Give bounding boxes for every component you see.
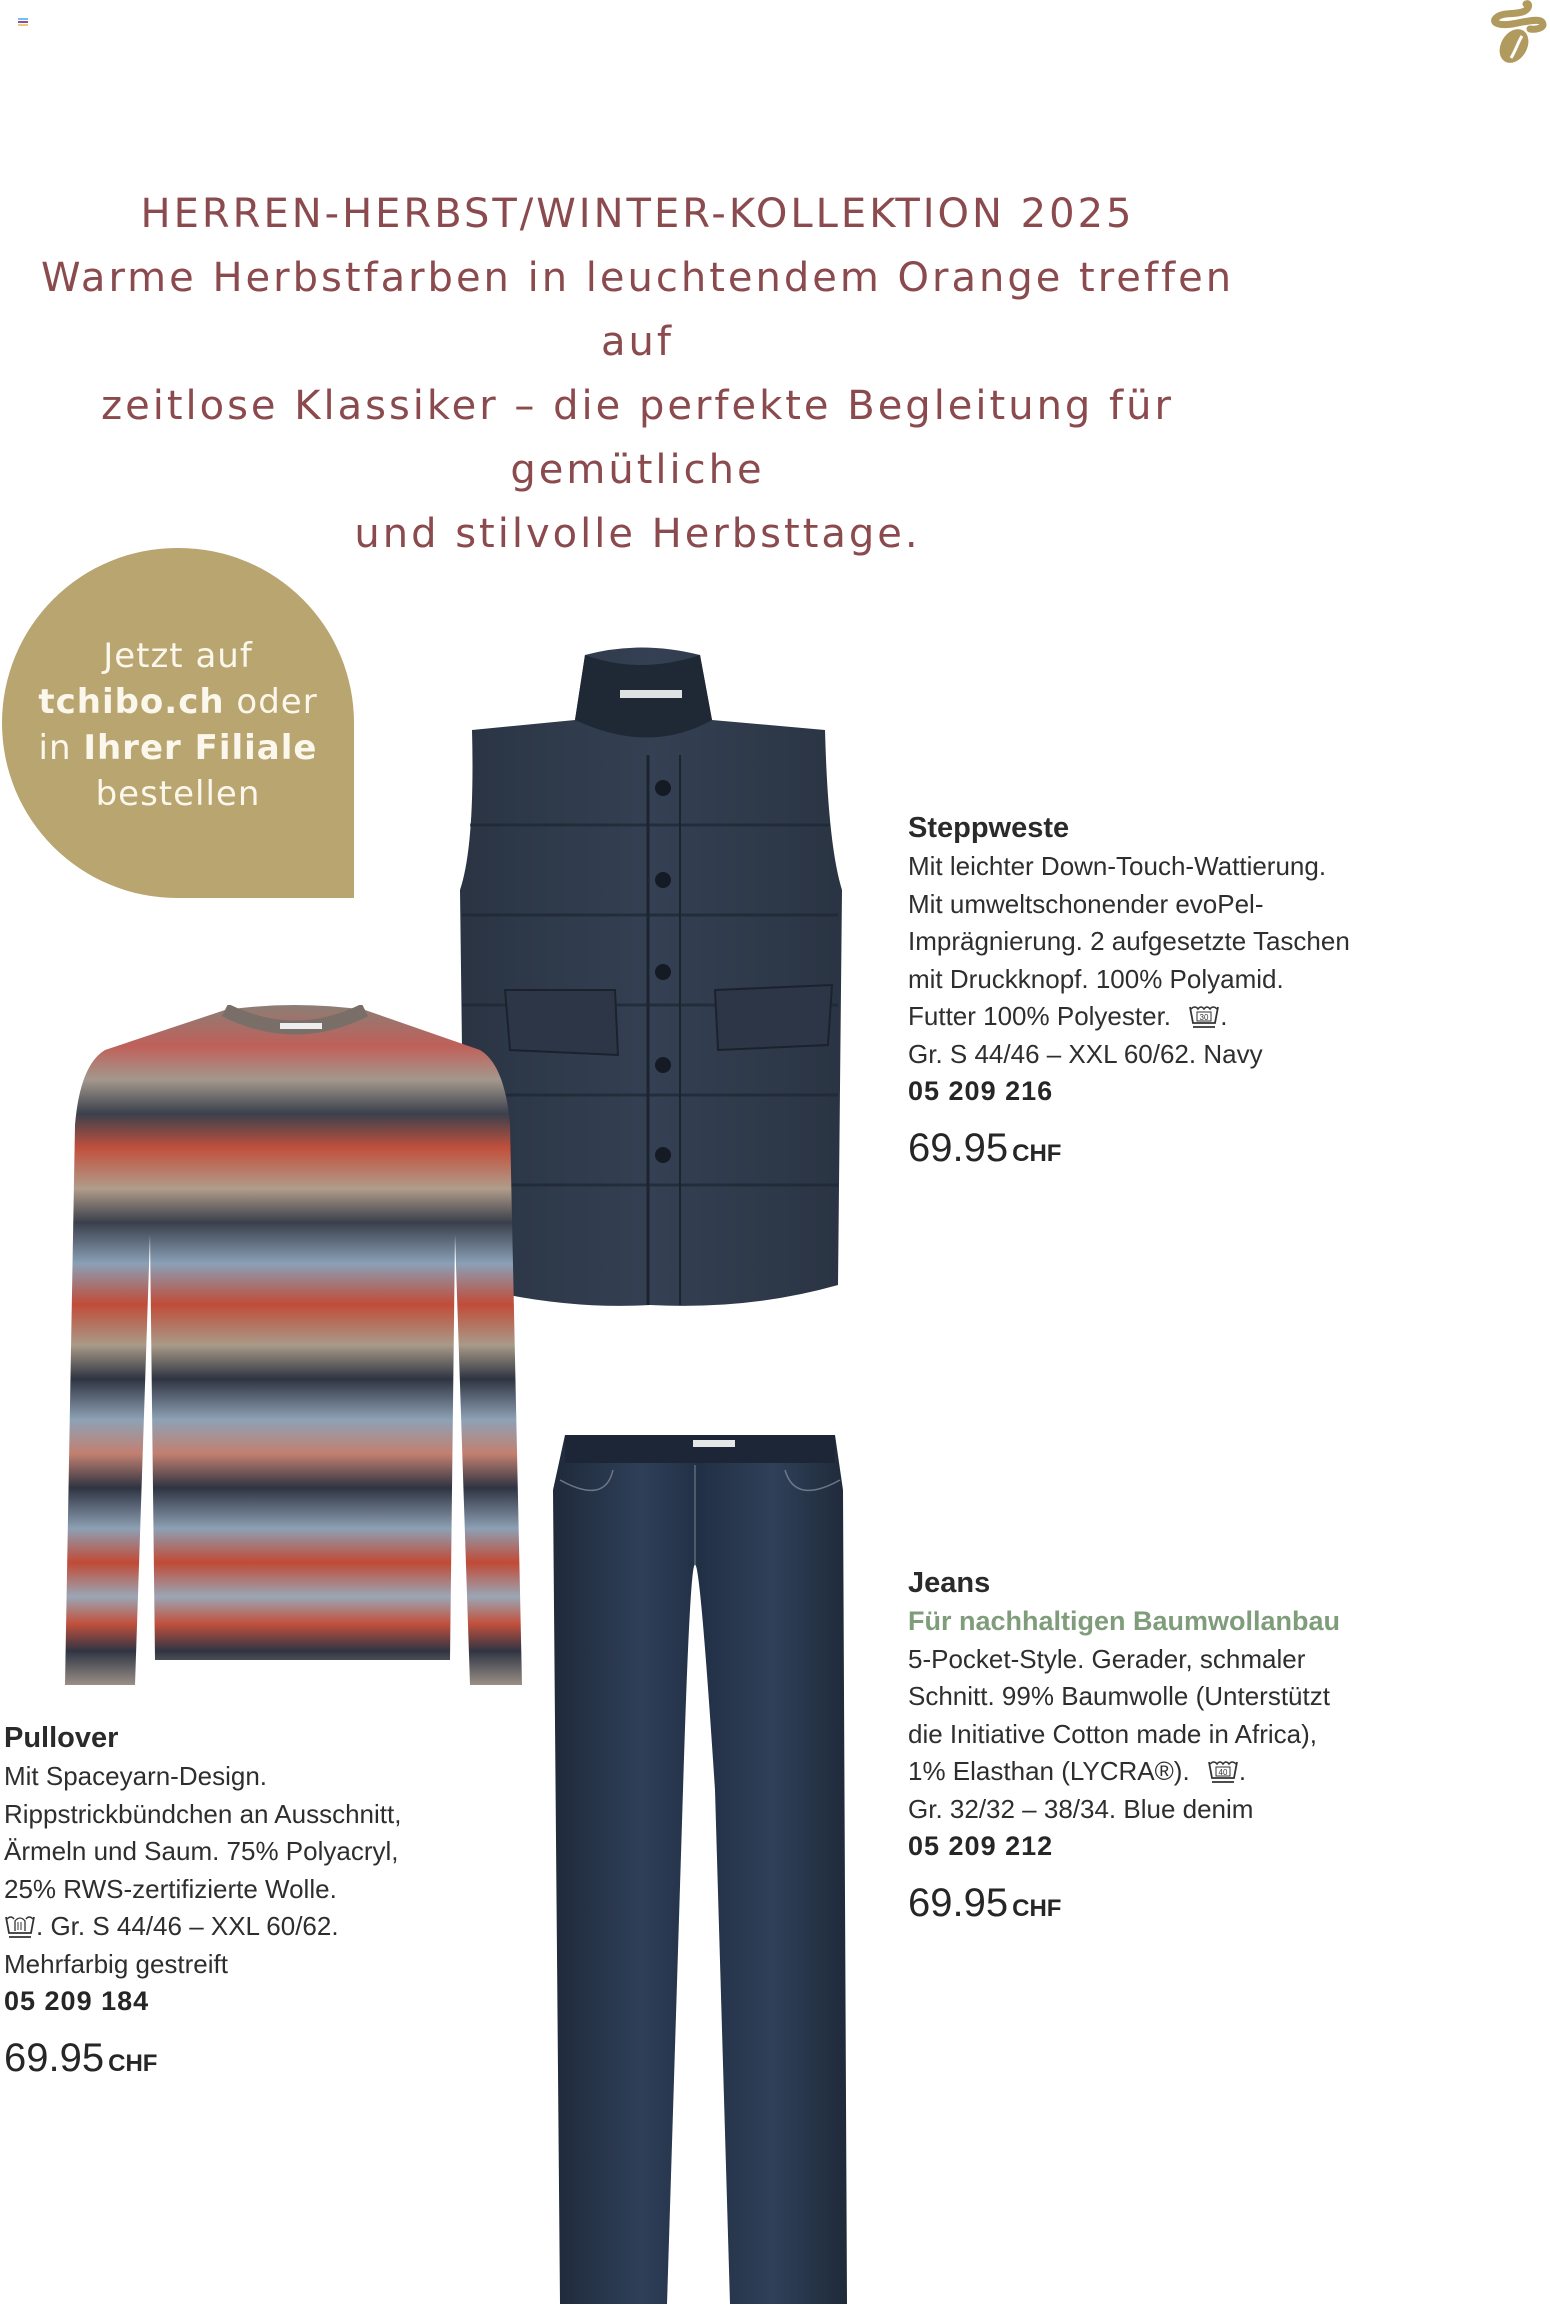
product-size: Gr. S 44/46 – XXL 60/62. Navy (908, 1038, 1263, 1069)
price-value: 69.95 (908, 1125, 1009, 1170)
badge-website-link[interactable]: tchibo.ch (38, 682, 225, 722)
product-title: Pullover (4, 1722, 119, 1754)
badge-line: bestellen (95, 774, 261, 814)
product-description-text: Futter 100% Polyester. (908, 1001, 1172, 1031)
product-description-text: 1% Elasthan (LYCRA®). (908, 1756, 1190, 1786)
product-description-line: Rippstrickbündchen an Ausschnitt, (4, 1798, 402, 1829)
badge-text: in (38, 728, 84, 768)
product-description-line: mit Druckknopf. 100% Polyamid. (908, 963, 1284, 994)
menu-icon[interactable] (18, 18, 28, 27)
punctuation: . (1220, 1001, 1228, 1031)
product-description-line: 25% RWS-zertifizierte Wolle. (4, 1873, 337, 1904)
sustainability-subtitle: Für nachhaltigen Baumwollanbau (908, 1606, 1341, 1636)
product-description-line: Mit Spaceyarn-Design. (4, 1761, 267, 1791)
product-price (908, 1880, 1428, 1932)
headline-line: zeitlose Klassiker – die perfekte Begleitung für gemütliche (101, 383, 1174, 493)
product-size: . Gr. S 44/46 – XXL 60/62. (36, 1911, 339, 1941)
product-price (4, 2035, 484, 2087)
product-description-line: Mit leichter Down-Touch-Wattierung. (908, 851, 1327, 881)
vest-product-info (908, 808, 1428, 1177)
collection-title: HERREN-HERBST/WINTER-KOLLEKTION 2025 (140, 191, 1135, 237)
collection-headline (0, 182, 1275, 566)
badge-line: Jetzt auf (103, 636, 253, 676)
svg-text:30: 30 (1199, 1013, 1209, 1022)
product-description-line (908, 1753, 1428, 1791)
product-price (908, 1125, 1428, 1177)
product-description-line: die Initiative Cotton made in Africa), (908, 1718, 1317, 1749)
punctuation: . (1238, 1756, 1247, 1786)
badge-store-text: Ihrer Filiale (83, 728, 318, 768)
order-badge (2, 548, 354, 898)
svg-text:40: 40 (1218, 1768, 1228, 1777)
price-currency: CHF (108, 2049, 158, 2077)
product-description-line (908, 998, 1428, 1036)
wash-40-icon (1207, 1757, 1239, 1783)
article-number: 05 209 184 (4, 1986, 150, 2016)
headline-line: und stilvolle Herbsttage. (354, 511, 921, 557)
product-description-line: Ärmeln und Saum. 75% Polyacryl, (4, 1836, 399, 1866)
product-description-line: Schnitt. 99% Baumwolle (Unterstützt (908, 1681, 1330, 1711)
article-number: 05 209 212 (908, 1831, 1054, 1861)
wash-30-icon (1188, 1002, 1220, 1028)
product-description-line: Imprägnierung. 2 aufgesetzte Taschen (908, 926, 1350, 956)
product-title: Jeans (908, 1567, 991, 1599)
price-value: 69.95 (908, 1880, 1009, 1925)
badge-line (2, 679, 354, 725)
product-title: Steppweste (908, 812, 1070, 844)
product-description-line (4, 1908, 484, 1946)
badge-line (2, 725, 354, 771)
pullover-product-info (4, 1718, 484, 2087)
jeans-product-info (908, 1563, 1428, 1932)
article-number: 05 209 216 (908, 1076, 1054, 1106)
price-value: 69.95 (4, 2035, 105, 2080)
price-currency: CHF (1012, 1139, 1062, 1167)
badge-text: oder (224, 682, 318, 722)
tchibo-logo-icon (1486, 0, 1550, 66)
product-color: Mehrfarbig gestreift (4, 1948, 228, 1979)
product-description-line: 5-Pocket-Style. Gerader, schmaler (908, 1643, 1306, 1674)
price-currency: CHF (1012, 1894, 1062, 1922)
jeans-image[interactable] (545, 1430, 853, 2304)
product-description-line: Mit umweltschonender evoPel- (908, 888, 1264, 919)
hand-wash-icon (4, 1912, 36, 1938)
headline-line: Warme Herbstfarben in leuchtendem Orange treffen auf (40, 255, 1235, 365)
pullover-image[interactable] (60, 1005, 530, 1690)
product-size: Gr. 32/32 – 38/34. Blue denim (908, 1793, 1254, 1824)
